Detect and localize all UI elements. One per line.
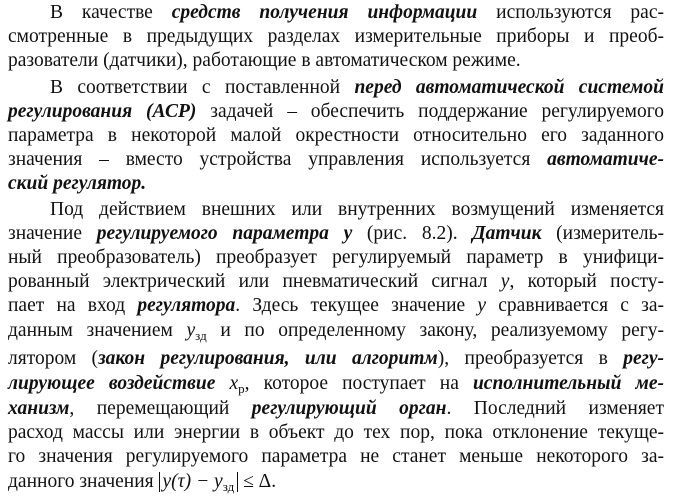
- math-variable: y: [500, 271, 510, 292]
- text-run: параметра в некоторой малой окрестности относительно его заданного: [8, 125, 664, 146]
- text-run: ), преобразуется в: [437, 348, 624, 369]
- text-run: данного значения: [8, 471, 159, 492]
- emphasized-term: регулирующий орган: [251, 398, 447, 419]
- text-line: [8, 471, 664, 493]
- emphasized-term: Датчик: [472, 223, 542, 244]
- text-run: задачей – обеспечить поддержание регулируемого: [196, 101, 664, 122]
- text-run: рованный электрический или пневматический сигнал: [8, 271, 501, 292]
- text-run: В качестве: [50, 2, 172, 23]
- text-run: , перемещающий: [69, 398, 252, 419]
- text-run: значение: [8, 223, 97, 244]
- subscript: зд: [222, 479, 235, 494]
- text-line: [8, 398, 664, 420]
- text-run: смотренные в предыдущих разделах измерительные приборы и преоб-: [8, 26, 664, 47]
- text-run: Под действием внешних или внутренних возмущений изменяется: [50, 199, 664, 220]
- text-line: [8, 50, 664, 72]
- text-line: [8, 173, 664, 195]
- math-variable: y: [186, 320, 196, 341]
- emphasized-term: средств получения информации: [171, 2, 478, 23]
- text-run: (измеритель-: [541, 223, 664, 244]
- text-line: [8, 26, 664, 48]
- emphasized-term: регу-: [623, 348, 664, 369]
- emphasized-term: регулятора: [137, 295, 236, 316]
- math-variable: y: [477, 295, 487, 316]
- text-line: [8, 101, 664, 123]
- absolute-value-expression: [159, 472, 239, 492]
- text-run: . Здесь текущее значение: [235, 295, 478, 316]
- math-variable: y(τ) − y: [162, 471, 223, 492]
- math-variable: x: [229, 373, 239, 394]
- text-run: го значения регулируемого параметра не станет меньше некоторого за-: [8, 446, 664, 467]
- text-run: значения – вместо устройства управления используется: [8, 149, 548, 170]
- text-line: [8, 223, 664, 245]
- text-line: [8, 125, 664, 147]
- text-line: [8, 446, 664, 468]
- text-run: , который посту-: [509, 271, 664, 292]
- subscript: р: [238, 381, 245, 396]
- text-line: [8, 149, 664, 171]
- emphasized-term: регулирования (АСР): [8, 101, 197, 122]
- text-line: [8, 320, 664, 342]
- text-line: [8, 271, 664, 293]
- emphasized-term: ский регулятор.: [8, 173, 147, 194]
- text-run: пает на вход: [8, 295, 138, 316]
- emphasized-term: автоматиче-: [547, 149, 664, 170]
- text-run: сравнивается с за-: [486, 295, 664, 316]
- text-run: , которое поступает на: [244, 373, 473, 394]
- text-line: [8, 422, 664, 444]
- emphasized-term: перед автоматической системой: [354, 77, 664, 98]
- text-line: [8, 247, 664, 269]
- text-run: используются рас-: [477, 2, 664, 23]
- text-run: В соответствии с поставленной: [50, 77, 355, 98]
- text-run: и по определенному закону, реализуемому регу-: [206, 320, 664, 341]
- text-line: [8, 295, 664, 317]
- emphasized-term: лирующее воздействие: [8, 373, 216, 394]
- subscript: зд: [195, 328, 207, 343]
- text-run: ≤ Δ.: [238, 471, 277, 492]
- text-run: данным значением: [8, 320, 187, 341]
- text-run: [215, 373, 229, 394]
- text-run: . Последний изменяет: [446, 398, 664, 419]
- text-run: ный преобразователь) преобразует регулируемый параметр в унифици-: [8, 247, 664, 268]
- emphasized-term: регулируемого параметра y: [96, 223, 353, 244]
- emphasized-term: ханизм: [8, 398, 70, 419]
- emphasized-term: исполнительный ме-: [472, 373, 665, 394]
- emphasized-term: закон регулирования, или алгоритм: [98, 348, 438, 369]
- text-line: [50, 77, 664, 99]
- text-run: (рис. 8.2).: [352, 223, 473, 244]
- text-run: разователи (датчики), работающие в автоматическом режиме.: [8, 50, 521, 71]
- text-line: [50, 199, 664, 221]
- text-run: лятором (: [8, 348, 99, 369]
- text-line: [8, 348, 664, 370]
- text-run: расход массы или энергии в объект до тех пор, пока отклонение текуще-: [8, 422, 664, 443]
- text-line: [50, 2, 664, 24]
- text-line: [8, 373, 664, 395]
